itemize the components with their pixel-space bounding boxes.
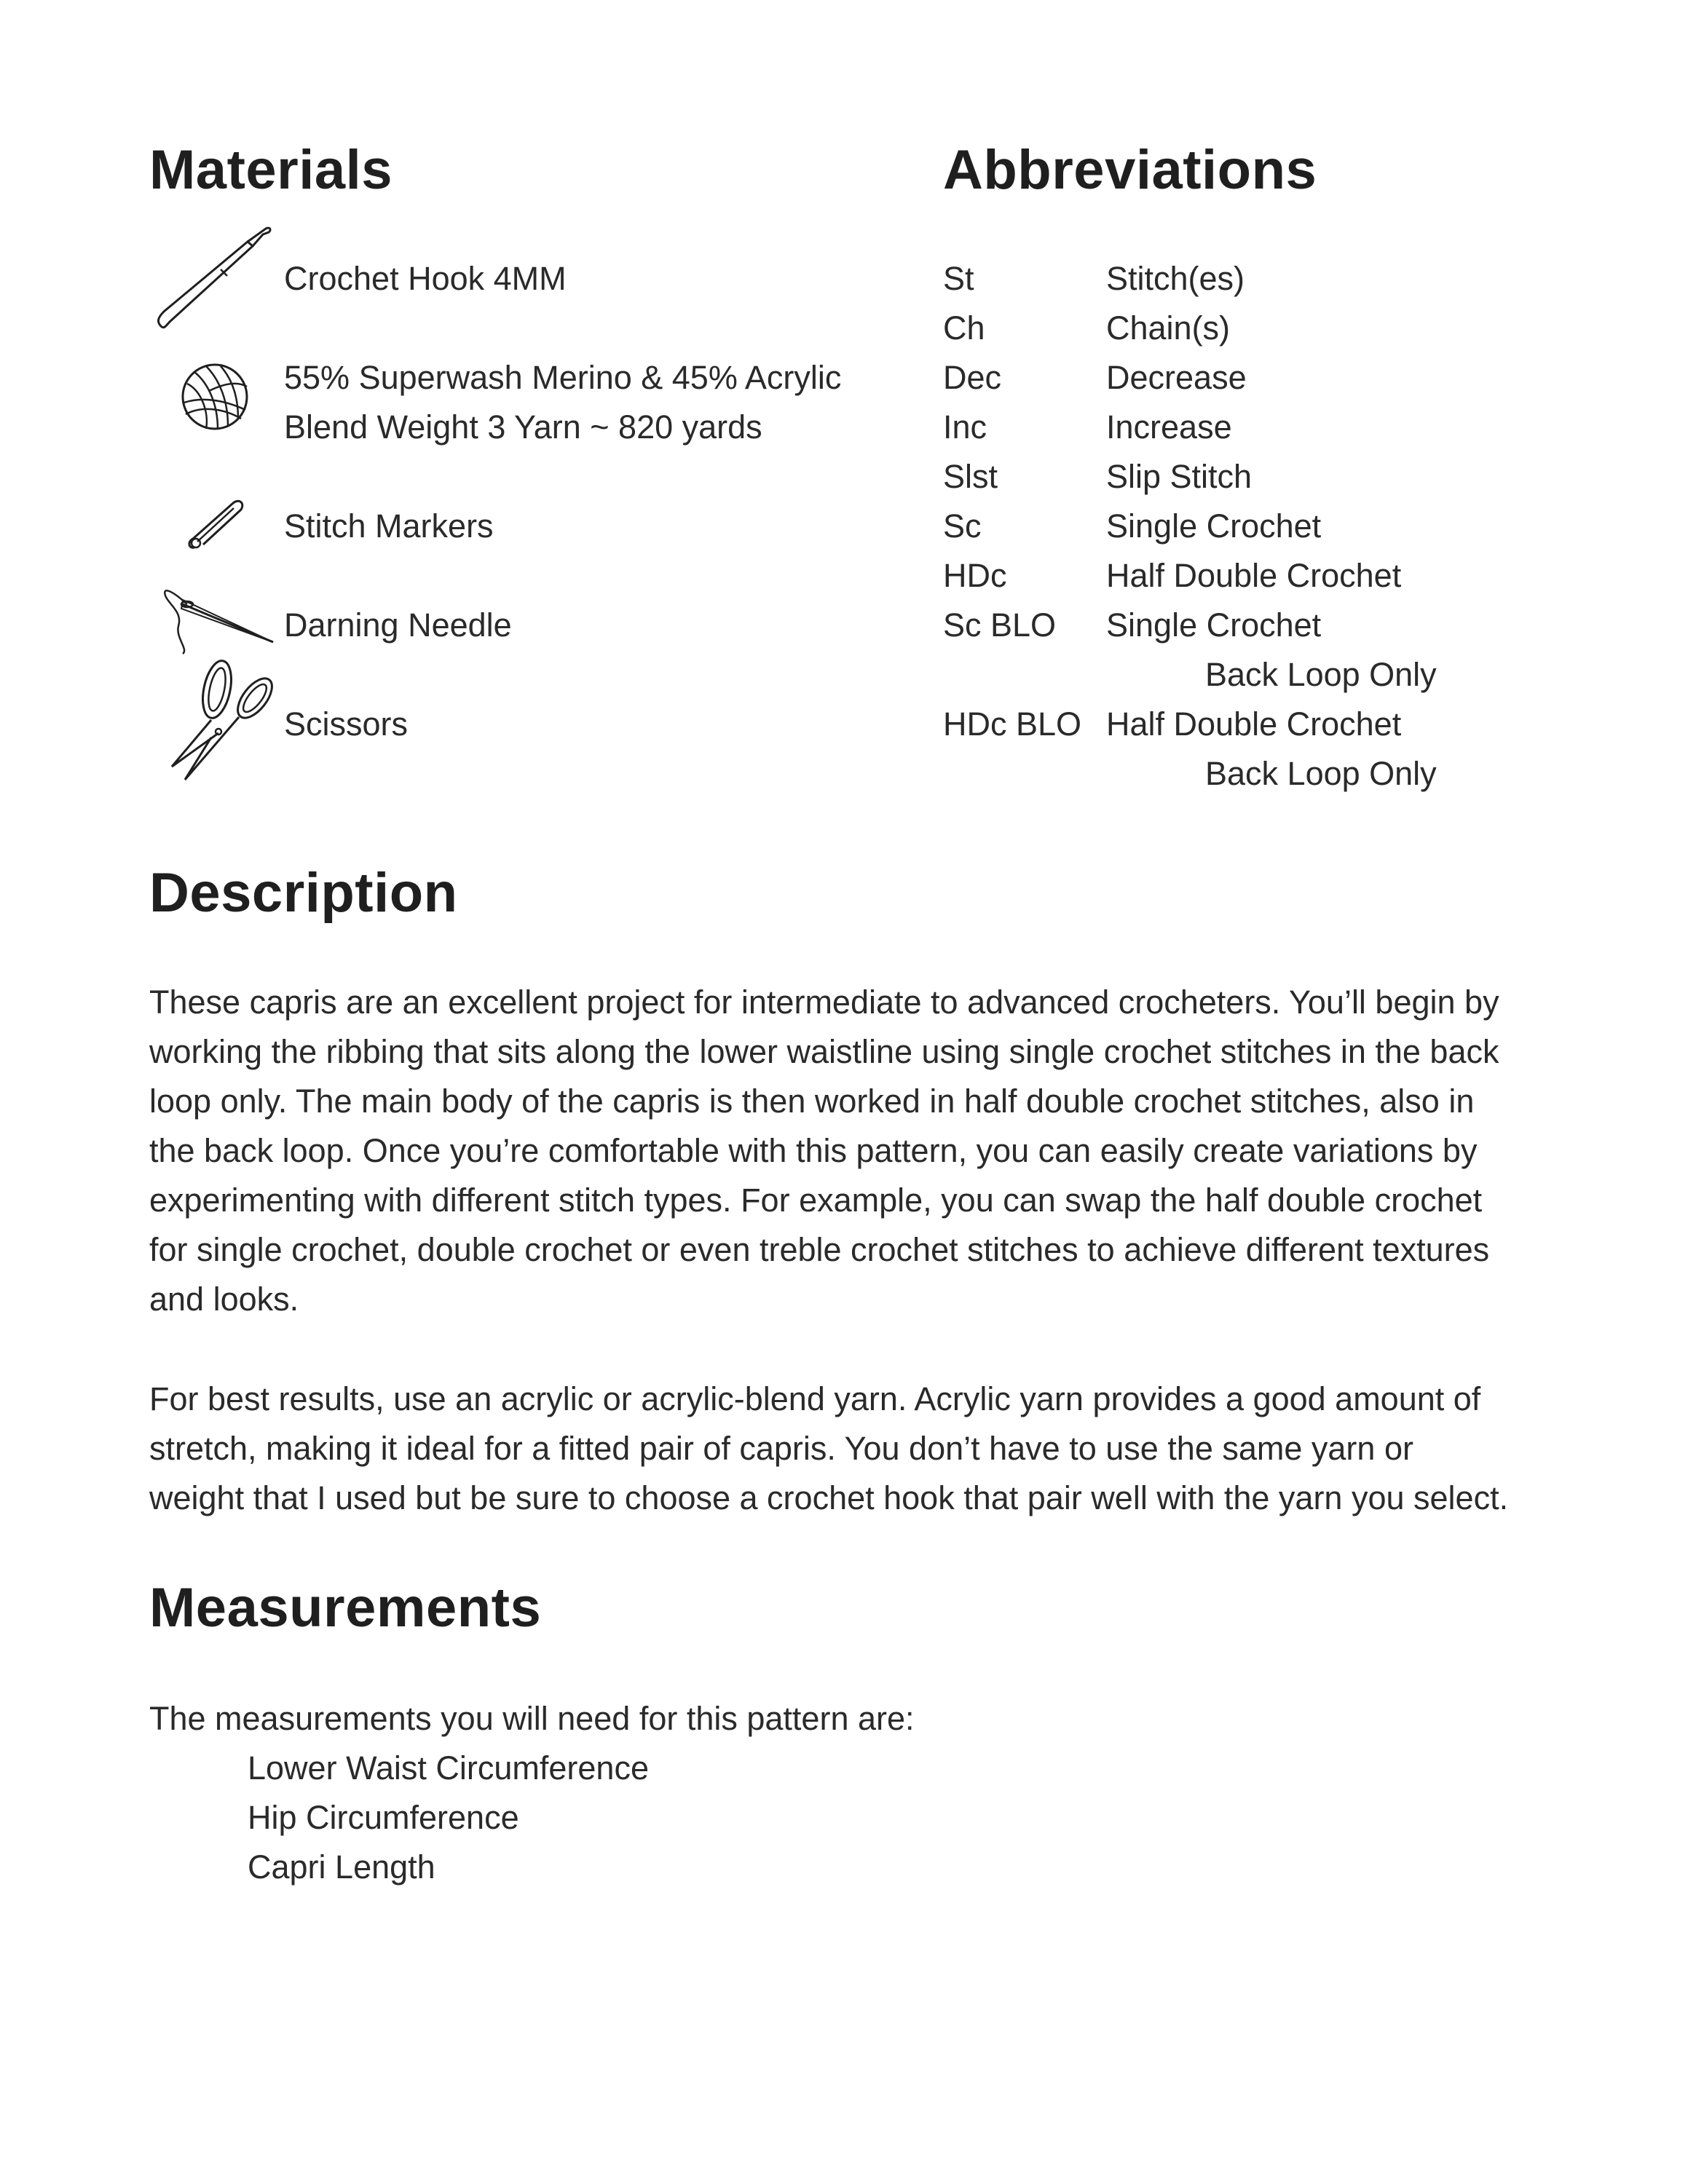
description-heading: Description <box>149 862 458 924</box>
material-scissors: Scissors <box>284 705 409 743</box>
material-yarn: 55% Superwash Merino & 45% Acrylic Blend Weight 3 Yarn ~ 820 yards <box>284 359 842 446</box>
description-paragraph-2: For best results, use an acrylic or acrylic-blend yarn. Acrylic yarn provides a good amount of stretch, making it ideal for a fitted pair of capris. You don’t have to use the same yarn or weight that I used but be sure to choose a crochet hook that pair well with the yarn you select. <box>149 1380 1509 1516</box>
abbr-value: Decrease <box>1106 359 1247 396</box>
yarn-ball-icon <box>180 362 250 432</box>
abbr-value: Half Double Crochet <box>1106 705 1402 743</box>
abbr-value: Single Crochet <box>1106 606 1322 644</box>
abbr-row <box>943 254 1489 304</box>
abbr-row <box>943 353 1489 403</box>
abbr-key: HDc BLO <box>943 705 1082 743</box>
measurement-item: Capri Length <box>248 1848 435 1886</box>
abbr-row <box>943 502 1489 551</box>
abbr-key: Slst <box>943 458 998 495</box>
abbr-value-continuation: Back Loop Only <box>1205 656 1437 693</box>
material-stitch-markers: Stitch Markers <box>284 507 494 545</box>
abbreviations-heading: Abbreviations <box>943 139 1317 201</box>
abbr-value-continuation: Back Loop Only <box>1205 755 1437 792</box>
abbr-value: Stitch(es) <box>1106 260 1245 297</box>
abbr-row <box>943 403 1489 452</box>
abbr-row <box>943 551 1489 601</box>
description-paragraph-1: These capris are an excellent project for intermediate to advanced crocheters. You’ll begin by working the ribbing that sits along the lower waistline using single crochet stitches in the back loop only. The main body of the capris is then worked in half double crochet stitches, also in the back loop. Once you’re comfortable with this pattern, you can easily create variations by experimenting with different stitch types. For example, you can swap the half double crochet for single crochet, double crochet or even treble crochet stitches to achieve different textures and looks. <box>149 984 1499 1318</box>
measurement-item: Lower Waist Circumference <box>248 1749 649 1787</box>
abbr-row-continuation <box>943 749 1489 799</box>
measurements-heading: Measurements <box>149 1577 542 1639</box>
abbr-key: Inc <box>943 408 987 446</box>
abbr-key: Ch <box>943 309 985 347</box>
abbr-value: Chain(s) <box>1106 309 1231 347</box>
measurements-intro: The measurements you will need for this pattern are: <box>149 1700 915 1737</box>
material-darning-needle: Darning Needle <box>284 606 512 644</box>
measurement-item: Hip Circumference <box>248 1799 519 1836</box>
abbr-key: Sc <box>943 507 982 545</box>
material-crochet-hook: Crochet Hook 4MM <box>284 260 567 297</box>
abbr-key: HDc <box>943 557 1007 594</box>
abbr-row <box>943 304 1489 353</box>
abbr-row <box>943 601 1489 650</box>
crochet-hook-icon <box>157 226 273 335</box>
needle-icon <box>157 582 277 655</box>
abbr-key: Sc BLO <box>943 606 1057 644</box>
abbr-value: Half Double Crochet <box>1106 557 1402 594</box>
abbr-value: Single Crochet <box>1106 507 1322 545</box>
abbr-value: Slip Stitch <box>1106 458 1253 495</box>
abbr-row <box>943 452 1489 502</box>
abbr-row-continuation <box>943 650 1489 700</box>
abbr-key: St <box>943 260 974 297</box>
scissors-icon <box>166 657 283 783</box>
abbr-key: Dec <box>943 359 1002 396</box>
abbr-row <box>943 700 1489 749</box>
materials-heading: Materials <box>149 139 393 201</box>
safety-pin-icon <box>187 496 247 552</box>
abbr-value: Increase <box>1106 408 1232 446</box>
